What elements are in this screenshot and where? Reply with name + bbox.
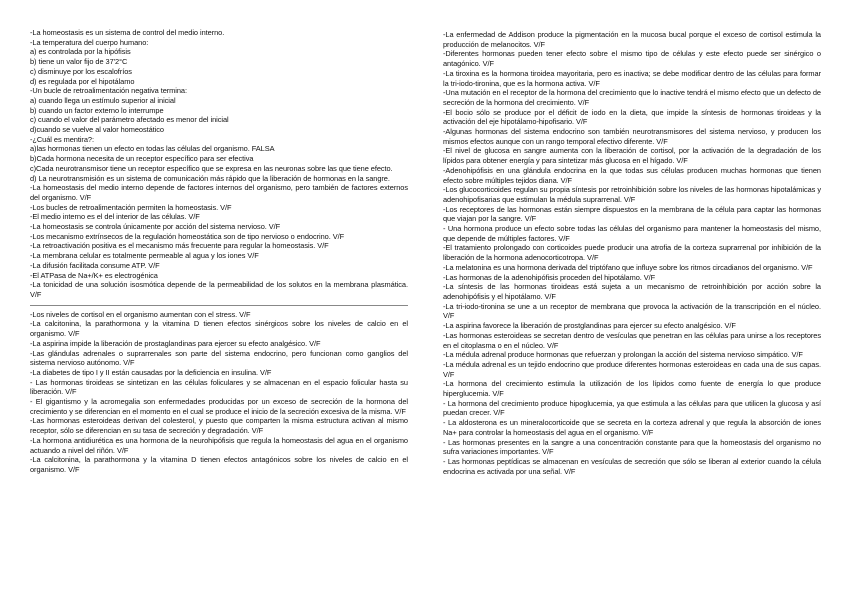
question-line: -Diferentes hormonas pueden tener efecto sobre el mismo tipo de células y este efecto puede ser sinérgico o antagónico. V/F (443, 49, 821, 69)
right-column (443, 30, 821, 476)
question-line: -El tratamiento prolongado con corticoides puede producir una atrofia de la corteza suprarrenal por inhibición de la liberación de la hormona adenocorticotropa. V/F (443, 243, 821, 263)
question-line: -La síntesis de las hormonas tiroideas está sujeta a un mecanismo de retroinhibición por acción sobre la adenohipófisis y el hipotálamo. V/F (443, 282, 821, 301)
question-line: -Las glándulas adrenales o suprarrenales son parte del sistema endocrino, pero funcionan como ganglios del sistema nervioso autónomo. V/F (30, 348, 408, 368)
question-line: d) es regulada por el hipotálamo (30, 76, 135, 86)
question-line: -La retroactivación positiva es el mecanismo más frecuente para regular la homeostasis. V/F (30, 241, 329, 251)
question-line: -Una mutación en el receptor de la hormona del crecimiento que lo inactive tendrá el mismo efecto que un defecto de secreción de la hormona del crecimiento. V/F (443, 88, 821, 107)
question-line: -La tiroxina es la hormona tiroidea mayoritaria, pero es inactiva; se debe modificar dentro de las células para formar la tri-iodo-tironina, que es la hormona activa. V/F (443, 68, 821, 88)
section-divider (30, 305, 408, 306)
question-line: -Los receptores de las hormonas están siempre dispuestos en la membrana de la célula para captar las hormonas que viajan por la sangre. V/F (443, 204, 821, 224)
question-line: -La médula adrenal produce hormonas que refuerzan y prolongan la acción del sistema nervioso simpático. V/F (443, 350, 803, 360)
question-line: c) disminuye por los escalofríos (30, 66, 132, 76)
question-line: - La aldosterona es un mineralocorticoide que se secreta en la corteza adrenal y que regula la absorción de iones Na+ para controlar la homeostasis del agua en el organismo. V/F (443, 418, 821, 437)
question-line: c)Cada neurotransmisor tiene un receptor específico que se expresa en las neuronas sobre las que tiene efecto. (30, 163, 393, 173)
question-line: -La melatonina es una hormona derivada del triptófano que influye sobre los ritmos circadianos del organismo. V/F (443, 262, 813, 272)
question-line: - Las hormonas tiroideas se sintetizan en las células foliculares y se almacenan en el espacio folicular hasta su liberación. V/F (30, 377, 408, 397)
question-line: -La enfermedad de Addison produce la pigmentación en la mucosa bucal porque el exceso de cortisol estimula la producción de melanocitos. V/F (443, 30, 821, 49)
question-line: -La hormona del crecimiento estimula la utilización de los lípidos como fuente de energía lo que produce hiperglucemia. V/F (443, 379, 821, 399)
question-line: d)cuando se vuelve al valor homeostático (30, 125, 164, 135)
question-line: -Los bucles de retroalimentación permiten la homeostasis. V/F (30, 202, 232, 212)
question-line: -La calcitonina, la parathormona y la vitamina D tienen efectos antagónicos sobre los niveles de calcio en el organismo. V/F (30, 455, 408, 474)
question-line: -El nivel de glucosa en sangre aumenta con la liberación de cortisol, por la activación de la degradación de los lípidos para obtener energía y para sintetizar más glucosa en el hígado. V/F (443, 146, 821, 166)
question-line: -El medio interno es el del interior de las células. V/F (30, 212, 200, 222)
question-line: a) cuando llega un estímulo superior al inicial (30, 95, 176, 105)
question-line: -La temperatura del cuerpo humano: (30, 37, 149, 47)
question-line: -La aspirina impide la liberación de prostaglandinas para ejercer su efecto analgésico. V/F (30, 338, 321, 348)
right-section (443, 30, 821, 476)
question-line: -La tri-iodo-tironina se une a un receptor de membrana que provoca la activación de la transcripción en el núcleo. V/F (443, 301, 821, 321)
question-line: -La membrana celular es totalmente permeable al agua y los iones V/F (30, 251, 259, 261)
question-line: -La calcitonina, la parathormona y la vitamina D tienen efectos sinérgicos sobre los niveles de calcio en el organismo. V/F (30, 319, 408, 339)
question-line: -La médula adrenal es un tejido endocrino que produce diferentes hormonas esteroideas en cada una de sus capas. V/F (443, 359, 821, 379)
question-line: -La homeostasis se controla únicamente por acción del sistema nervioso. V/F (30, 222, 281, 232)
question-line: - Las hormonas presentes en la sangre a una concentración constante para que la homeostasis del organismo no sufra variaciones importantes. V/F (443, 437, 821, 457)
left-column (30, 28, 408, 475)
left-top-section (30, 28, 408, 300)
question-line: d) La neurotransmisión es un sistema de comunicación más rápido que la liberación de hormonas en la sangre. (30, 173, 390, 183)
question-line: -Los mecanismo extrínsecos de la regulación homeostática son de tipo nervioso o endocrino. V/F (30, 231, 345, 241)
question-line: -Las hormonas de la adenohipófisis proceden del hipotálamo. V/F (443, 272, 656, 282)
question-line: -¿Cuál es mentira?: (30, 134, 94, 144)
question-line: -La homeostasis del medio interno depende de factores internos del organismo, pero también de factores externos del organismo. V/F (30, 183, 408, 202)
question-line: c) cuando el valor del parámetro afectado es menor del inicial (30, 115, 229, 125)
question-line: - Las hormonas peptídicas se almacenan en vesículas de secreción que sólo se liberan al exterior cuando la célula endocrina es activada por una señal. V/F (443, 456, 821, 476)
question-line: b)Cada hormona necesita de un receptor específico para ser efectiva (30, 154, 254, 164)
question-line: - La hormona del crecimiento produce hipoglucemia, ya que estimula a las células para que utilicen la glucosa y así puedan crecer. V/F (443, 398, 821, 418)
question-line: -Los glucocorticoides regulan su propia síntesis por retroinhibición sobre los niveles de las hormonas hipotalámicas y adenohipofisarias que estimulan la médula suprarrenal. V/F (443, 185, 821, 204)
question-line: -Un bucle de retroalimentación negativa termina: (30, 86, 187, 96)
question-line: b) tiene un valor fijo de 37'2°C (30, 57, 128, 67)
question-line: -Algunas hormonas del sistema endocrino son también neurotransmisores del sistema nervioso, y producen los mismos efectos aunque con un rango temporal efectivo diferente. V/F (443, 127, 821, 146)
question-line: b) cuando un factor externo lo interrumpe (30, 105, 164, 115)
question-line: -La hormona antidiurética es una hormona de la neurohipófisis que regula la homeostasis del agua en el organismo actuando a nivel del riñón. V/F (30, 435, 408, 455)
question-line: - El gigantismo y la acromegalia son enfermedades producidas por un exceso de secreción de la hormona del crecimiento y se diferencian en el momento en el cual se produce el inicio de la secreción excesiva de la misma. V/F (30, 397, 408, 416)
question-line: -Los niveles de cortisol en el organismo aumentan con el stress. V/F (30, 309, 251, 319)
question-line: -La tonicidad de una solución isosmótica depende de la permeabilidad de los solutos en la membrana plasmática. V/F (30, 280, 408, 299)
question-line: -El ATPasa de Na+/K+ es electrogénica (30, 270, 158, 280)
question-line: - Una hormona produce un efecto sobre todas las células del organismo para mantener la homeostasis del mismo, que depende de múltiples factores. V/F (443, 224, 821, 243)
question-line: -La aspirina favorece la liberación de prostglandinas para ejercer su efecto analgésico. V/F (443, 321, 736, 331)
question-line: -La homeostasis es un sistema de control del medio interno. (30, 28, 225, 37)
left-bottom-section (30, 310, 408, 475)
question-line: -Adenohipófisis en una glándula endocrina en la que todas sus células producen muchas hormonas que tienen efecto sobre múltiples tejidos diana. V/F (443, 165, 821, 185)
question-line: a) es controlada por la hipófisis (30, 47, 131, 57)
question-line: a)las hormonas tienen un efecto en todas las células del organismo. FALSA (30, 144, 275, 154)
question-line: -La diabetes de tipo I y II están causadas por la deficiencia en insulina. V/F (30, 367, 272, 377)
question-line: -Las hormonas esteroideas se secretan dentro de vesículas que penetran en las células para unirse a los receptores en el citoplasma o en el núcleo. V/F (443, 330, 821, 350)
question-line: -La difusión facilitada consume ATP. V/F (30, 260, 160, 270)
question-line: -Las hormonas esteroideas derivan del colesterol, y puesto que comparten la misma estructura activan al mismo receptor, sólo se diferencian en su tasa de secreción y degradación. V/F (30, 416, 408, 436)
question-line: -El bocio sólo se produce por el déficit de iodo en la dieta, que impide la síntesis de hormonas tiroideas y la activación del eje hipotálamo-hipofisario. V/F (443, 107, 821, 127)
